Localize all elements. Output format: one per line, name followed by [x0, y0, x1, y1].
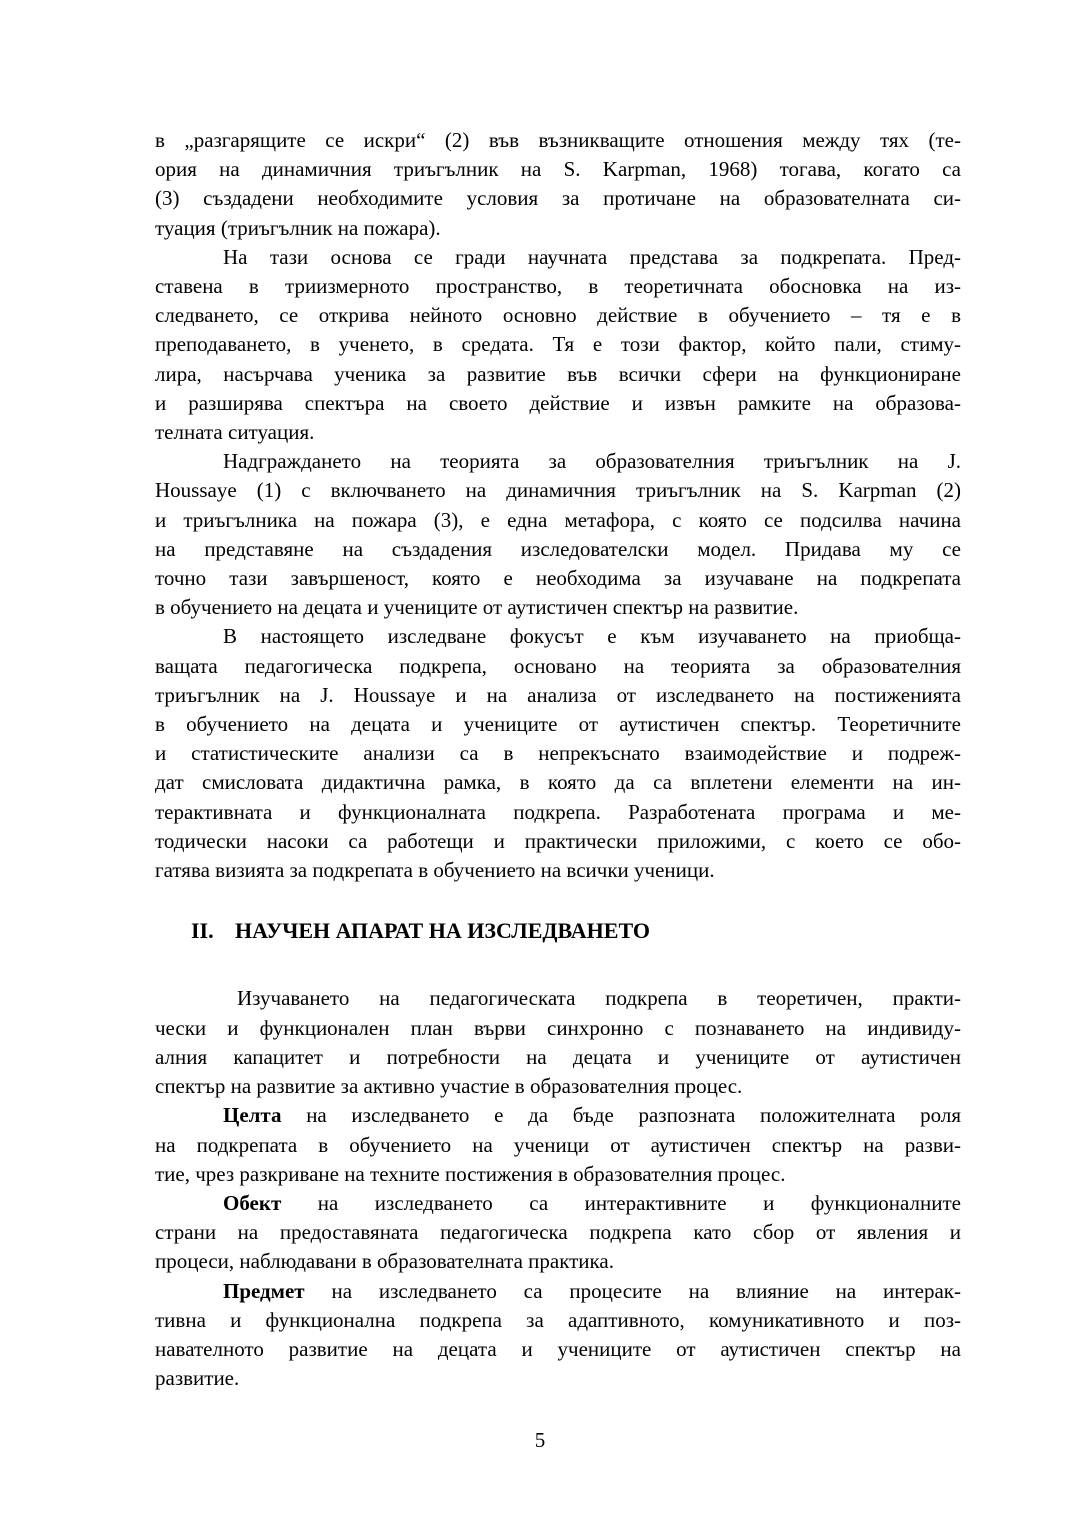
paragraph: [155, 984, 961, 1101]
text-line: в „разгарящите се искри“ (2) във възникващите отношения между тях (те-: [155, 128, 961, 152]
text-line: Целта на изследването е да бъде разпозната положителната роля: [223, 1103, 961, 1128]
text-line: точно тази завършеност, която е необходима за изучаване на подкрепата: [155, 566, 961, 591]
bold-lead-word: Целта: [223, 1103, 282, 1128]
text-line: спектър на развитие за активно участие в образователния процес.: [155, 1074, 743, 1099]
paragraph: [155, 622, 961, 885]
text-line: алния капацитет и потребности на децата и учениците от аутистичен: [155, 1044, 961, 1069]
text-line: Надграждането на теорията за образователния триъгълник на J.: [223, 449, 961, 474]
text-line: ставена в триизмерното пространство, в теоретичната обосновка на из-: [155, 274, 961, 299]
bold-lead-word: Предмет: [223, 1278, 305, 1303]
text-line: триъгълник на J. Houssaye и на анализа от изследването на постиженията: [155, 682, 961, 707]
page-number: 5: [534, 1428, 546, 1452]
text-line: ващата педагогическа подкрепа, основано на теорията за образователния: [155, 653, 961, 678]
text-line: тие, чрез разкриване на техните постижения в образователния процес.: [155, 1161, 786, 1186]
text-line: Обект на изследването са интерактивните и функционалните: [223, 1190, 961, 1215]
paragraph: [155, 1277, 961, 1394]
section-heading: [191, 916, 961, 945]
text-line: (3) създадени необходимите условия за протичане на образователната си-: [155, 186, 961, 211]
text-line: развитие.: [155, 1366, 240, 1391]
text-line: чески и функционален план върви синхронно с познаването на индивиду-: [155, 1015, 961, 1040]
text-line: дат смисловата дидактична рамка, в която да са вплетени елементи на ин-: [155, 770, 961, 795]
paragraph: [155, 243, 961, 447]
text-line: на представяне на създадения изследователски модел. Придава му се: [155, 536, 961, 561]
paragraph: [155, 1189, 961, 1277]
text-line: в обучението на децата и учениците от аутистичен спектър. Теоретичните: [155, 712, 961, 737]
heading-text: НАУЧЕН АПАРАТ НА ИЗСЛЕДВАНЕТО: [235, 918, 650, 944]
text-line: телната ситуация.: [155, 420, 315, 445]
text-line: ория на динамичния триъгълник на S. Karpman, 1968) тогава, когато са: [155, 157, 961, 182]
text-line: на подкрепата в обучението на ученици от аутистичен спектър на разви-: [155, 1132, 961, 1157]
text-line: навателното развитие на децата и учениците от аутистичен спектър на: [155, 1336, 961, 1361]
text-line: терактивната и функционалната подкрепа. Разработената програма и ме-: [155, 799, 961, 824]
text-line: Изучаването на педагогическата подкрепа в теоретичен, практи-: [237, 986, 961, 1011]
text-line: На тази основа се гради научната представа за подкрепата. Пред-: [223, 244, 961, 269]
text-line: страни на предоставяната педагогическа подкрепа като сбор от явления и: [155, 1220, 961, 1245]
text-line: Предмет на изследването са процесите на влияние на интерак-: [223, 1278, 961, 1303]
text-line: гатява визията за подкрепата в обучението на всички ученици.: [155, 858, 715, 883]
text-line: тодически насоки са работещи и практически приложими, с което се обо-: [155, 828, 961, 853]
text-line: Houssaye (1) с включването на динамичния триъгълник на S. Karpman (2): [155, 478, 961, 503]
text-line: В настоящето изследване фокусът е към изучаването на приобща-: [223, 624, 961, 649]
text-line: лира, насърчава ученика за развитие във всички сфери на функциониране: [155, 361, 961, 386]
text-line: преподаването, в ученето, в средата. Тя е този фактор, който пали, стиму-: [155, 332, 961, 357]
paragraph: [155, 126, 961, 243]
heading-number: II.: [191, 918, 214, 944]
text-block: [155, 126, 961, 1393]
text-line: тивна и функционална подкрепа за адаптивното, комуникативното и поз-: [155, 1307, 961, 1332]
text-line: процеси, наблюдавани в образователната практика.: [155, 1249, 615, 1274]
text-line: и разширява спектъра на своето действие и извън рамките на образова-: [155, 390, 961, 415]
text-line: в обучението на децата и учениците от аутистичен спектър на развитие.: [155, 595, 799, 620]
paragraph: [155, 447, 961, 622]
text-line: и триъгълника на пожара (3), е една метафора, с която се подсилва начина: [155, 507, 961, 532]
text-line: следването, се открива нейното основно действие в обучението – тя е в: [155, 303, 961, 328]
paragraph: [155, 1101, 961, 1189]
bold-lead-word: Обект: [223, 1190, 282, 1215]
text-line: туация (триъгълник на пожара).: [155, 215, 441, 240]
text-line: и статистическите анализи са в непрекъснато взаимодействие и подреж-: [155, 741, 961, 766]
